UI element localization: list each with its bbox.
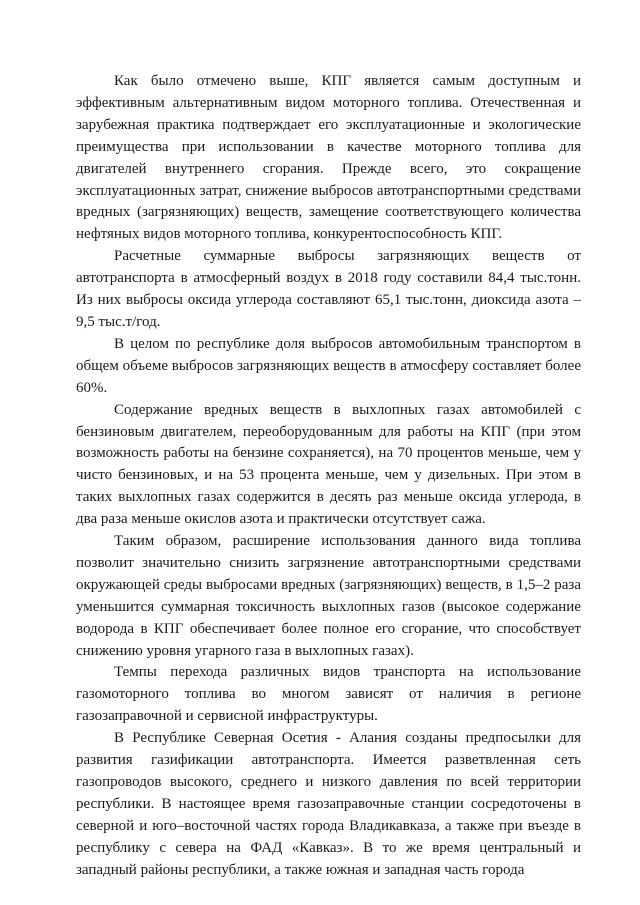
paragraph-5: Таким образом, расширение использования данного вида топлива позволит значительно снизить загрязнение автотранспортными средствами окружающей среды выбросами вредных (загрязняющих) веществ, в 1,5–2 раза уменьшится суммарная токсичность выхлопных газов (высокое содержание водорода в КПГ обеспечивает более полное его сгорание, что способствует снижению уровня угарного газа в выхлопных газах). bbox=[76, 533, 581, 659]
paragraph-7: В Республике Северная Осетия - Алания созданы предпосылки для развития газификации автотранспорта. Имеется разветвленная сеть газопроводов высокого, среднего и низкого давления по всей территории республики. В настоящее время газозаправочные станции сосредоточены в северной и юго–восточной частях города Владикавказа, а также при въезде в республику с севера на ФАД «Кавказ». В то же время центральный и западный районы республики, а также южная и западная часть города bbox=[76, 730, 581, 878]
paragraph-3: В целом по республике доля выбросов автомобильным транспортом в общем объеме выбросов загрязняющих веществ в атмосферу составляет более 60%. bbox=[76, 335, 581, 396]
paragraph-2: Расчетные суммарные выбросы загрязняющих веществ от автотранспорта в атмосферный воздух в 2018 году составили 84,4 тыс.тонн. Из них выбросы оксида углерода составляют 65,1 тыс.тонн, диоксида азота – 9,5 тыс.т/год. bbox=[76, 248, 581, 330]
document-body bbox=[76, 71, 581, 882]
paragraph-6: Темпы перехода различных видов транспорта на использование газомоторного топлива во многом зависят от наличия в регионе газозаправочной и сервисной инфраструктуры. bbox=[76, 664, 581, 725]
paragraph-4: Содержание вредных веществ в выхлопных газах автомобилей с бензиновым двигателем, переоборудованным для работы на КПГ (при этом возможность работы на бензине сохраняется), на 70 процентов меньше, чем у чисто бензиновых, и на 53 процента меньше, чем у дизельных. При этом в таких выхлопных газах содержится в десять раз меньше оксида углерода, в два раза меньше окислов азота и практически отсутствует сажа. bbox=[76, 401, 581, 528]
paragraph-1: Как было отмечено выше, КПГ является самым доступным и эффективным альтернативным видом моторного топлива. Отечественная и зарубежная практика подтверждает его эксплуатационные и экологические преимущества при использовании в качестве моторного топлива для двигателей внутреннего сгорания. Прежде всего, это сокращение эксплуатационных затрат, снижение выбросов автотранспортными средствами вредных (загрязняющих) веществ, замещение соответствующего количества нефтяных видов моторного топлива, конкурентоспособность КПГ. bbox=[76, 73, 581, 243]
